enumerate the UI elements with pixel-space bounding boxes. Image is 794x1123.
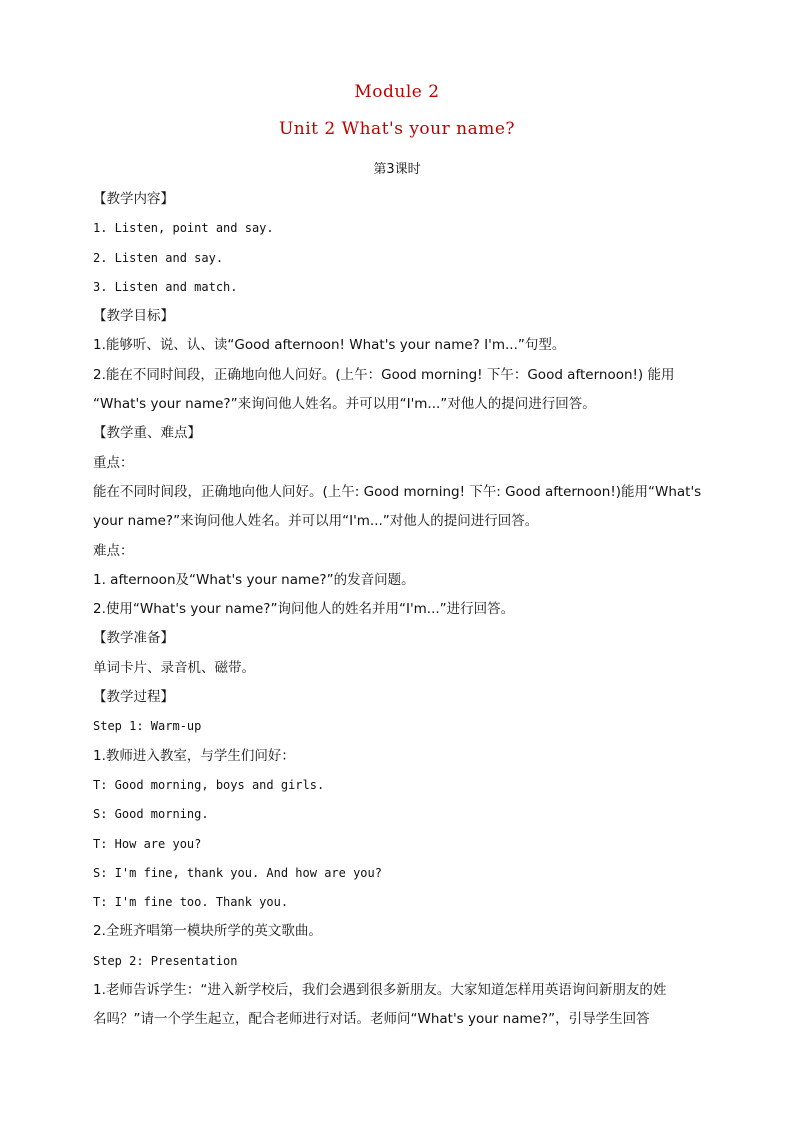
text-line: T: How are you? — [93, 836, 202, 851]
text-line: 1.老师告诉学生：“进入新学校后，我们会遇到很多新朋友。大家知道怎样用英语询问新朋友的姓 — [93, 982, 667, 999]
text-line: “What's your name?”来询问他人姓名。并可以用“I'm...”对他人的提问进行回答。 — [93, 396, 596, 413]
section-heading: 【教学准备】 — [93, 630, 174, 647]
text-line: 能在不同时间段，正确地向他人问好。(上午: Good morning! 下午: Good afternoon!)能用“What's — [93, 483, 702, 500]
module-title: Module 2 — [354, 82, 440, 102]
text-line: 重点： — [93, 454, 134, 471]
text-line: 1. Listen, point and say. — [93, 221, 274, 236]
document-body — [93, 185, 705, 1035]
text-line: 1.教师进入教室，与学生们问好： — [93, 747, 295, 764]
text-line: 难点： — [93, 542, 134, 559]
text-line: T: Good morning, boys and girls. — [93, 777, 325, 792]
text-line: S: I'm fine, thank you. And how are you? — [93, 865, 382, 880]
section-heading: 【教学重、难点】 — [93, 425, 201, 442]
section-heading: 【教学目标】 — [93, 308, 174, 325]
text-line: 1.能够听、说、认、读“Good afternoon! What's your name? I'm...”句型。 — [93, 337, 566, 354]
text-line: 2. Listen and say. — [93, 250, 224, 265]
text-line: your name?”来询问他人姓名。并可以用“I'm...”对他人的提问进行回答。 — [93, 513, 539, 530]
text-line: 2.使用“What's your name?”询问他人的姓名并用“I'm...”进行回答。 — [93, 601, 515, 618]
unit-title: Unit 2 What's your name? — [278, 119, 516, 139]
text-line: 2.能在不同时间段，正确地向他人问好。(上午：Good morning! 下午：Good afternoon!) 能用 — [93, 366, 675, 383]
text-line: 3. Listen and match. — [93, 279, 238, 294]
text-line: 2.全班齐唱第一模块所学的英文歌曲。 — [93, 923, 322, 940]
text-line: 单词卡片、录音机、磁带。 — [93, 659, 255, 676]
section-heading: 【教学内容】 — [93, 191, 174, 207]
text-line: Step 2: Presentation — [93, 953, 238, 968]
text-line: Step 1: Warm-up — [93, 719, 202, 734]
text-line: 名吗？”请一个学生起立，配合老师进行对话。老师问“What's your name?”，引导学生回答 — [93, 1011, 650, 1028]
text-line: S: Good morning. — [93, 807, 209, 822]
section-heading: 【教学过程】 — [93, 689, 174, 706]
text-line: 1. afternoon及“What's your name?”的发音问题。 — [93, 571, 415, 588]
lesson-label: 第3课时 — [373, 162, 421, 177]
text-line: T: I'm fine too. Thank you. — [93, 895, 289, 910]
